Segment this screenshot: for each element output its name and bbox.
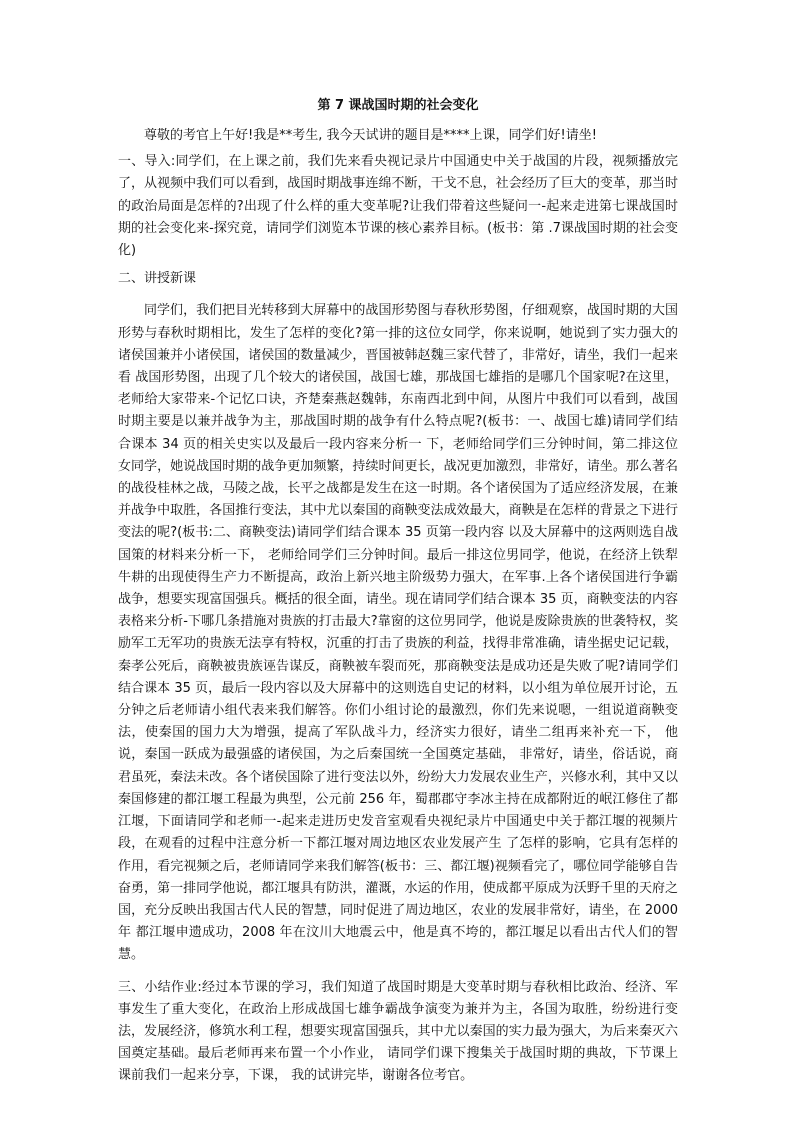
document-page: [118, 97, 678, 1088]
section-lecture-paragraph: 同学们，我们把目光转移到大屏幕中的战国形势图与春秋形势图，仔细观察，战国时期的大国形势与春秋时期相比，发生了怎样的变化?第一排的这位女同学，你来说啊，她说到了实力强大的诸侯国兼并小诸侯国，诸侯国的数量减少，晋国被韩赵魏三家代替了，非常好，请坐，我们一起来看 战国形势图，出现了几个较大的诸侯国，战国七雄，那战国七雄指的是哪几个国家呢?在这里，老师给大家带来-个记忆口诀，齐楚秦燕赵魏韩，东南西北到中间，从图片中我们可以看到，战国时期主要是以兼并战争为主，那战国时期的战争有什么特点呢?(板书：一、战国七雄)请同学们结合课本 34 页的相关史实以及最后一段内容来分析一 下，老师给同学们三分钟时间，第二排这位女同学，她说战国时期的战争更加频繁，持续时间更长，战况更加激烈，非常好，请坐。那么著名的战役桂林之战，马陵之战，长平之战都是发生在这一时期。各个诸侯国为了适应经济发展，在兼并战争中取胜，各国推行变法，其中尤以秦国的商鞅变法成效最大，商鞅是在怎样的背景之下进行变法的呢?(板书:二、商鞅变法)请同学们结合课本 35 页第一段内容 以及大屏幕中的这两则选自战国策的材料来分析一下， 老师给同学们三分钟时间。最后一排这位男同学，他说，在经济上铁犁牛耕的出现使得生产力不断提高，政治上新兴地主阶级势力强大，在军事.上各个诸侯国进行争霸战争，想要实现富国强兵。概括的很全面，请坐。现在请同学们结合课本 35 页，商鞅变法的内容表格来分析-下哪几条措施对贵族的打击最大?靠窗的这位男同学，他说是废除贵族的世袭特权，奖励军工无军功的贵族无法享有特权，沉重的打击了贵族的利益，找得非常准确，请坐据史记记载，秦孝公死后，商鞅被贵族诬告谋反，商鞅被车裂而死，那商鞅变法是成功还是失败了呢?请同学们结合课本 35 页，最后一段内容以及大屏幕中的这则选自史记的材料，以小组为单位展开讨论，五分钟之后老师请小组代表来我们解答。你们小组讨论的最激烈，你们先来说嗯，一组说道商鞅变法，使秦国的国力大为增强，提高了军队战斗力，经济实力很好，请坐二组再来补充一下， 他说，秦国一跃成为最强盛的诸侯国，为之后秦国统一全国奠定基础， 非常好，请坐，俗话说，商君虽死，秦法未改。各个诸侯国除了进行变法以外，纷纷大力发展农业生产，兴修水利，其中又以秦国修建的都江堰工程最为典型，公元前 256 年，蜀郡郡守李冰主持在成都附近的岷江修住了都江堰，下面请同学和老师一-起来走进历史发音室观看央视纪录片中国通史中关于都江堰的视频片段，在观看的过程中注意分析一下都江堰对周边地区农业发展产生 了怎样的影响，它具有怎样的作用，看完视频之后，老师请同学来我们解答(板书：三、都江堰)视频看完了，哪位同学能够自告奋勇，第一排同学他说，都江堰具有防洪，灌溉，水运的作用，使成都平原成为沃野千里的天府之国，充分反映出我国古代人民的智慧，同时促进了周边地区，农业的发展非常好，请坐，在 2000 年 都江堰申遗成功，2008 年在汶川大地震云中，他是真不垮的，都江堰足以看出古代人们的智慧。: [118, 303, 678, 963]
section-intro-paragraph: 一、导入:同学们，在上课之前，我们先来看央视记录片中国通史中关于战国的片段，视频播放完了，从视频中我们可以看到，战国时期战事连绵不断，干戈不息，社会经历了巨大的变革，那当时的政治局面是怎样的?出现了什么样的重大变革呢?让我们带着这些疑问一-起来走进第七课战国时期的社会变化来-探究竟，请同学们浏览本节课的核心素养目标。(板书：第 .7课战国时期的社会变化): [118, 154, 678, 259]
document-title: 第 7 课战国时期的社会变化: [317, 98, 479, 113]
greeting-paragraph: 尊敬的考官上午好!我是**考生, 我今天试讲的题目是****上课，同学们好!请坐!: [144, 128, 597, 143]
section-lecture-heading: 二、讲授新课: [118, 271, 197, 287]
section-summary-paragraph: 三、小结作业:经过本节课的学习，我们知道了战国时期是大变革时期与春秋相比政治、经济、军事发生了重大变化，在政治上形成战国七雄争霸战争演变为兼并为主，各国为取胜，纷纷进行变法，发展经济，修筑水利工程，想要实现富国强兵，其中尤以秦国的实力最为强大，为后来秦灭六国奠定基础。最后老师再来布置一个小作业， 请同学们课下搜集关于战国时期的典故，下节课上课前我们一起来分享，下课， 我的试讲完毕，谢谢各位考官。: [118, 979, 678, 1084]
